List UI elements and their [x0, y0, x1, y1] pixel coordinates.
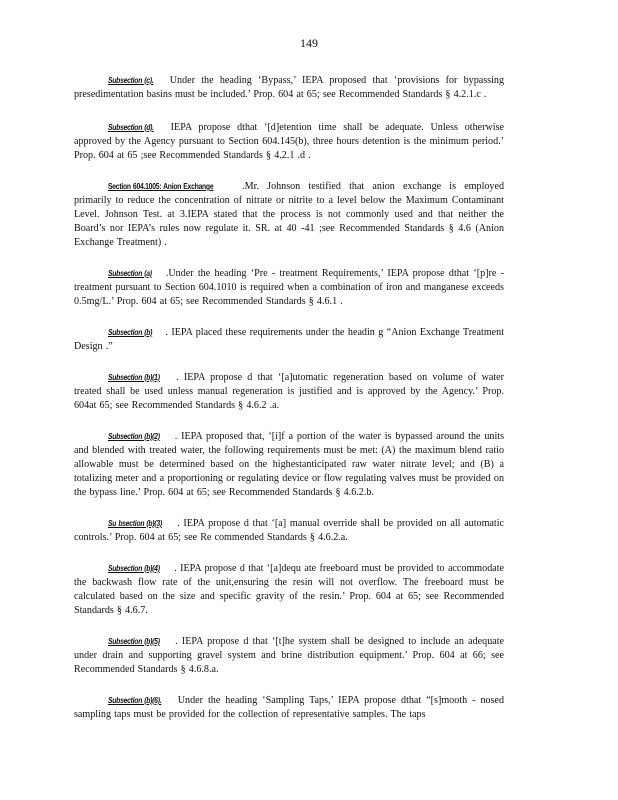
- paragraph-text: . IEPA propose d that ‘[a]utomatic regeneration based on volume of water treated shall be used unless manual regeneration is justified and is approved by the Agency.’ Prop. 604at 65; see Recommended Standards § 4.6.2 .a.: [74, 372, 505, 411]
- paragraph: [74, 371, 504, 413]
- paragraph: [74, 430, 504, 500]
- paragraph-heading: Subsection (c).: [108, 76, 154, 85]
- body-text: [74, 74, 504, 739]
- paragraph-text: Under the heading ‘Bypass,’ IEPA proposed that ‘provisions for bypassing presedimentation basins must be included.’ Prop. 604 at 65; see Recommended Standards § 4.2.1.c .: [74, 75, 504, 100]
- paragraph-heading: Su bsection (b)(3): [108, 519, 162, 528]
- paragraph-text: Under the heading ‘Sampling Taps,’ IEPA propose dthat “[s]mooth - nosed sampling taps must be provided for the collection of representative samples. The taps: [74, 695, 505, 720]
- paragraph-text: . IEPA propose d that ‘[a] manual override shall be provided on all automatic controls.’ Prop. 604 at 65; see Re commended Standards § 4.6.2.a.: [74, 518, 504, 543]
- paragraph-text: . IEPA placed these requirements under the headin g “Anion Exchange Treatment Design .”: [74, 327, 505, 352]
- paragraph-text: IEPA propose dthat ‘[d]etention time shall be adequate. Unless otherwise approved by the Agency pursuant to Section 604.145(b), three hours detention is the minimum period.’ Prop. 604 at 65 ;see Recommended Standards § 4.2.1 .d .: [74, 122, 505, 161]
- paragraph-heading: Subsection (d).: [108, 123, 154, 132]
- paragraph: [74, 326, 504, 354]
- paragraph: [74, 267, 504, 309]
- paragraph: [74, 74, 504, 102]
- paragraph: [74, 180, 504, 250]
- paragraph: [74, 517, 504, 545]
- paragraph-text: . IEPA propose d that ‘[a]dequ ate freeboard must be provided to accommodate the backwash flow rate of the unit,ensuring the resin will not overflow. The freeboard must be calculated based on the size and specific gravity of the resin.’ Prop. 604 at 65; see Recommended Standards § 4.6.7.: [74, 563, 505, 616]
- paragraph: [74, 635, 504, 677]
- page-number: 149: [300, 36, 318, 50]
- paragraph-heading: Subsection (b)(4): [108, 564, 160, 573]
- paragraph-text: .Under the heading ‘Pre - treatment Requirements,’ IEPA propose dthat ‘[p]re -treatment pursuant to Section 604.1010 is required when a combination of iron and manganese exceeds 0.5mg/L.’ Prop. 604 at 65; see Recommended Standards § 4.6.1 .: [74, 268, 505, 307]
- paragraph: [74, 121, 504, 163]
- paragraph: [74, 562, 504, 618]
- paragraph-text: .Mr. Johnson testified that anion exchange is employed primarily to reduce the concentration of nitrate or nitrite to a level below the Maximum Contaminant Level. Johnson Test. at 3.IEPA stated that the process is not commonly used and that neither the Board’s nor IEPA’s rules now regulate it. SR. at 40 -41 ;see Recommended Standards § 4.6 (Anion Exchange Treatment) .: [74, 181, 505, 248]
- paragraph: [74, 694, 504, 722]
- paragraph-heading: Subsection (b)(1): [108, 373, 160, 382]
- paragraph-heading: Subsection (b)(6).: [108, 696, 162, 705]
- paragraph-heading: Subsection (b)(2): [108, 432, 160, 441]
- paragraph-heading: Subsection (b): [108, 328, 153, 337]
- paragraph-heading: Subsection (b)(5): [108, 637, 160, 646]
- paragraph-text: . IEPA propose d that ‘[t]he system shall be designed to include an adequate under drain and supporting gravel system and brine distribution equipment.’ Prop. 604 at 66; see Recommended Standards § 4.6.8.a.: [74, 636, 504, 675]
- paragraph-text: . IEPA proposed that, ‘[i]f a portion of the water is bypassed around the units and blended with treated water, the following requirements must be met: (A) the maximum blend ratio allowable must be determined based on the highestanticipated raw water nitrate level; and (B) a totalizing meter and a proportioning or regulating device or flow regulating valves must be provided on the bypass line.’ Prop. 604 at 65; see Recommended Standards § 4.6.2.b.: [74, 431, 504, 498]
- paragraph-heading: Subsection (a): [108, 269, 152, 278]
- section-heading: Section 604.1005: Anion Exchange: [108, 182, 214, 191]
